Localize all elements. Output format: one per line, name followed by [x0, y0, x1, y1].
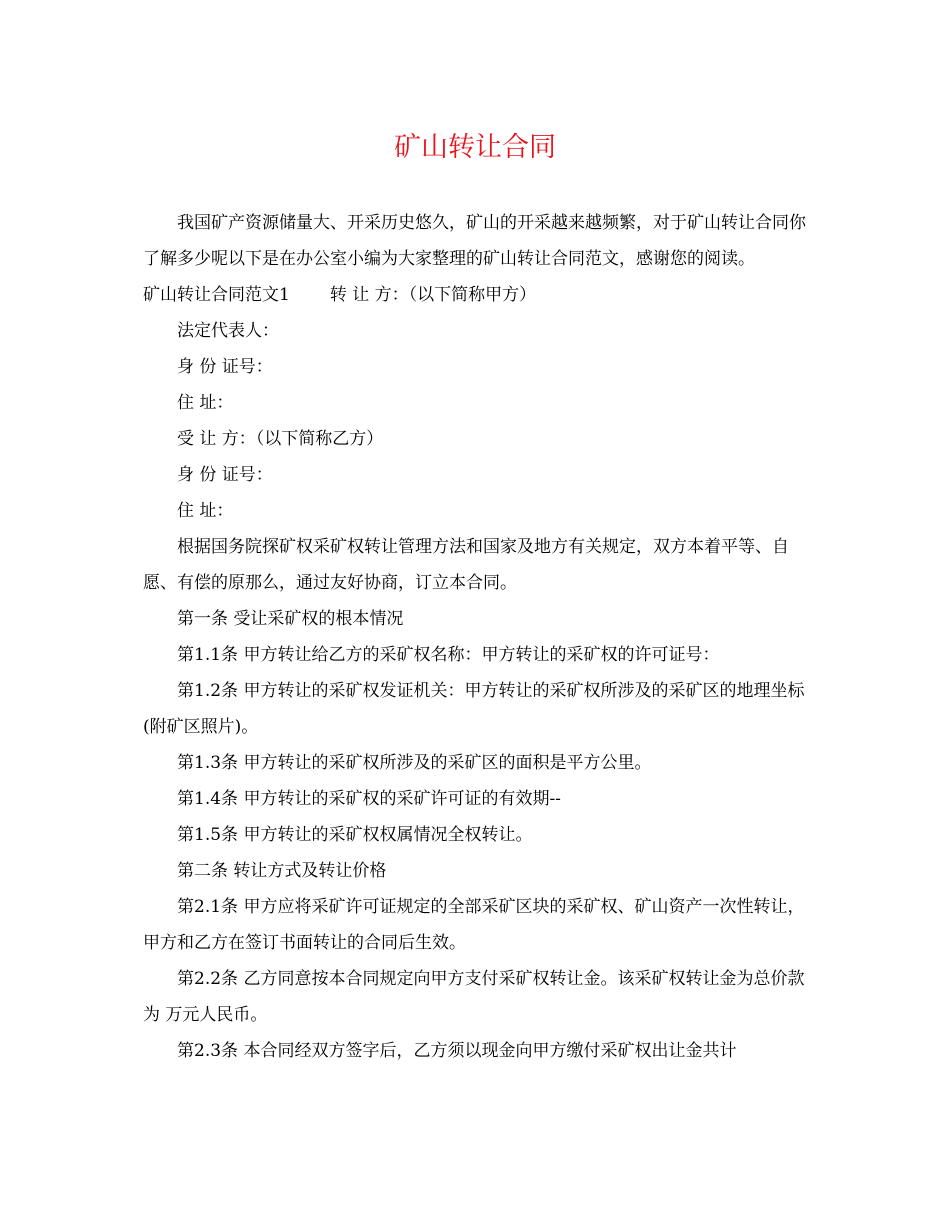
sample-heading: 矿山转让合同范文1	[143, 285, 290, 305]
transferor-line: 转 让 方：（以下简称甲方）	[329, 285, 537, 305]
sample-heading-line	[143, 277, 808, 313]
clause-2-2: 第2.2条 乙方同意按本合同规定向甲方支付采矿权转让金。该采矿权转让金为总价款为 万元人民币。	[143, 969, 805, 1025]
field-transferee: 受 让 方：（以下简称乙方）	[177, 429, 384, 449]
clause-1-2: 第1.2条 甲方转让的采矿权发证机关：甲方转让的采矿权所涉及的采矿区的地理坐标(附矿区照片)。	[143, 681, 805, 737]
field-legal-rep: 法定代表人：	[177, 321, 279, 341]
field-id-number: 身 份 证号：	[177, 357, 273, 377]
clause-1-3: 第1.3条 甲方转让的采矿权所涉及的采矿区的面积是平方公里。	[177, 753, 652, 773]
intro-paragraph: 我国矿产资源储量大、开采历史悠久，矿山的开采越来越频繁，对于矿山转让合同你了解多少呢以下是在办公室小编为大家整理的矿山转让合同范文，感谢您的阅读。	[143, 213, 806, 269]
document-body	[143, 205, 808, 1069]
document-title: 矿山转让合同	[394, 132, 556, 163]
field-id-number-2: 身 份 证号：	[177, 465, 273, 485]
field-address-2: 住 址：	[177, 501, 234, 521]
article-2-heading: 第二条 转让方式及转让价格	[177, 861, 387, 881]
clause-1-1: 第1.1条 甲方转让给乙方的采矿权名称：甲方转让的采矿权的许可证号：	[177, 645, 720, 665]
clause-1-5: 第1.5条 甲方转让的采矿权权属情况全权转让。	[177, 825, 533, 845]
field-address: 住 址：	[177, 393, 234, 413]
clause-2-3: 第2.3条 本合同经双方签字后，乙方须以现金向甲方缴付采矿权出让金共计	[177, 1041, 737, 1061]
clause-2-1: 第2.1条 甲方应将采矿许可证规定的全部采矿区块的采矿权、矿山资产一次性转让，甲方和乙方在签订书面转让的合同后生效。	[143, 897, 805, 953]
paragraph-basis: 根据国务院探矿权采矿权转让管理方法和国家及地方有关规定，双方本着平等、自愿、有偿的原那么，通过友好协商，订立本合同。	[143, 537, 789, 593]
article-1-heading: 第一条 受让采矿权的根本情况	[177, 609, 404, 629]
clause-1-4: 第1.4条 甲方转让的采矿权的采矿许可证的有效期--	[177, 789, 561, 809]
